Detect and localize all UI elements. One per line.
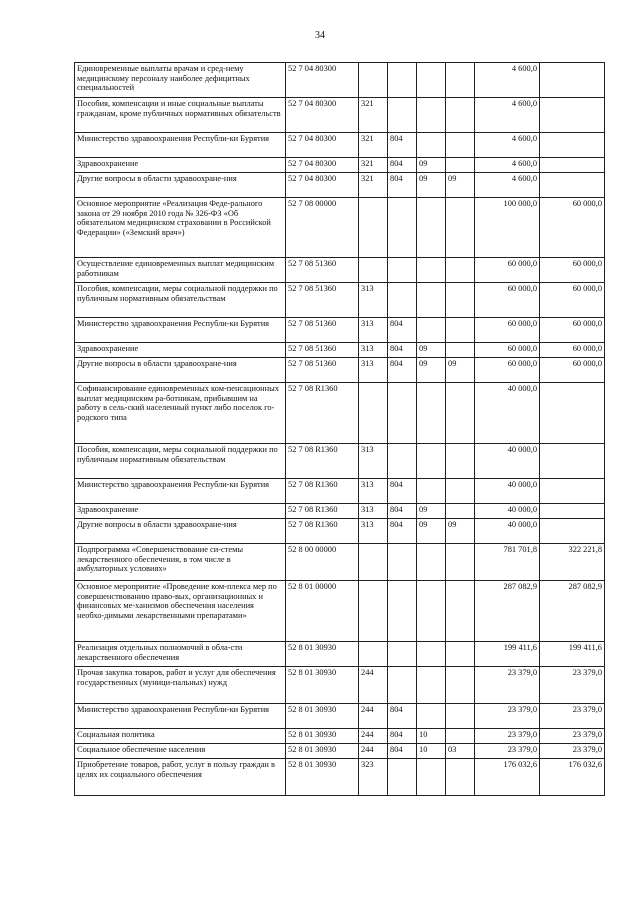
row-subsection-cell [446, 704, 475, 729]
row-expense-type-cell: 244 [359, 704, 388, 729]
row-name-cell: Другие вопросы в области здравоохране-ния [75, 173, 286, 198]
page-number: 34 [315, 30, 325, 41]
row-expense-type-cell: 313 [359, 504, 388, 519]
table-row [75, 258, 605, 283]
row-name-cell: Пособия, компенсации и иные социальные выплаты гражданам, кроме публичных нормативных обязательств [75, 98, 286, 133]
row-section-cell: 09 [417, 173, 446, 198]
row-subsection-cell [446, 383, 475, 444]
row-ministry-cell: 804 [388, 358, 417, 383]
row-subsection-cell [446, 581, 475, 642]
row-amount-year2-cell: 322 221,8 [540, 544, 605, 581]
row-amount-year1-cell: 40 000,0 [475, 504, 540, 519]
row-section-cell [417, 544, 446, 581]
row-ministry-cell [388, 759, 417, 796]
row-name-cell: Министерство здравоохранения Республи-ки Бурятия [75, 318, 286, 343]
row-section-cell [417, 63, 446, 98]
row-amount-year1-cell: 176 032,6 [475, 759, 540, 796]
row-amount-year2-cell: 60 000,0 [540, 198, 605, 258]
table-row [75, 581, 605, 642]
row-ministry-cell: 804 [388, 318, 417, 343]
row-name-cell: Подпрограмма «Совершенствование си-стемы лекарственного обеспечения, в том числе в амбулаторных условиях» [75, 544, 286, 581]
row-name-cell: Основное мероприятие «Реализация Феде-рального закона от 29 ноября 2010 года № 326-ФЗ «Об обязательном медицинском страховании в Российской Федерации» («Земский врач») [75, 198, 286, 258]
row-expense-type-cell [359, 581, 388, 642]
row-subsection-cell [446, 98, 475, 133]
row-expense-type-cell [359, 383, 388, 444]
row-code-cell: 52 8 01 30930 [286, 759, 359, 796]
row-code-cell: 52 7 08 51360 [286, 358, 359, 383]
row-amount-year2-cell [540, 173, 605, 198]
row-code-cell: 52 8 00 00000 [286, 544, 359, 581]
row-name-cell: Осуществление единовременных выплат медицинским работникам [75, 258, 286, 283]
row-expense-type-cell: 313 [359, 479, 388, 504]
row-code-cell: 52 8 01 30930 [286, 642, 359, 667]
table-row [75, 519, 605, 544]
table-row [75, 444, 605, 479]
row-subsection-cell [446, 198, 475, 258]
row-amount-year2-cell: 23 379,0 [540, 667, 605, 704]
row-name-cell: Министерство здравоохранения Республи-ки Бурятия [75, 704, 286, 729]
table-row [75, 98, 605, 133]
row-code-cell: 52 7 04 80300 [286, 98, 359, 133]
row-expense-type-cell: 313 [359, 343, 388, 358]
row-ministry-cell: 804 [388, 504, 417, 519]
row-code-cell: 52 7 04 80300 [286, 133, 359, 158]
row-code-cell: 52 7 08 51360 [286, 318, 359, 343]
table-row [75, 358, 605, 383]
row-amount-year2-cell: 60 000,0 [540, 343, 605, 358]
row-amount-year2-cell: 23 379,0 [540, 704, 605, 729]
row-expense-type-cell [359, 258, 388, 283]
row-subsection-cell: 09 [446, 173, 475, 198]
row-amount-year1-cell: 60 000,0 [475, 258, 540, 283]
table-row [75, 744, 605, 759]
row-amount-year1-cell: 40 000,0 [475, 383, 540, 444]
row-code-cell: 52 8 01 00000 [286, 581, 359, 642]
row-section-cell [417, 581, 446, 642]
row-code-cell: 52 8 01 30930 [286, 704, 359, 729]
row-section-cell [417, 318, 446, 343]
row-amount-year2-cell [540, 133, 605, 158]
row-subsection-cell [446, 343, 475, 358]
row-amount-year1-cell: 60 000,0 [475, 343, 540, 358]
row-code-cell: 52 7 08 51360 [286, 258, 359, 283]
row-amount-year2-cell: 176 032,6 [540, 759, 605, 796]
row-section-cell: 09 [417, 519, 446, 544]
row-code-cell: 52 7 08 00000 [286, 198, 359, 258]
row-name-cell: Министерство здравоохранения Республи-ки Бурятия [75, 479, 286, 504]
row-code-cell: 52 7 08 R1360 [286, 383, 359, 444]
row-amount-year1-cell: 4 600,0 [475, 98, 540, 133]
row-name-cell: Социальное обеспечение населения [75, 744, 286, 759]
row-ministry-cell [388, 642, 417, 667]
row-expense-type-cell: 321 [359, 133, 388, 158]
row-code-cell: 52 7 04 80300 [286, 173, 359, 198]
row-ministry-cell [388, 63, 417, 98]
table-row [75, 318, 605, 343]
row-section-cell [417, 642, 446, 667]
row-subsection-cell [446, 729, 475, 744]
row-subsection-cell [446, 283, 475, 318]
row-subsection-cell: 09 [446, 358, 475, 383]
row-amount-year2-cell: 60 000,0 [540, 258, 605, 283]
row-expense-type-cell: 313 [359, 444, 388, 479]
row-ministry-cell [388, 383, 417, 444]
row-subsection-cell [446, 133, 475, 158]
row-subsection-cell [446, 444, 475, 479]
row-section-cell [417, 479, 446, 504]
table-row [75, 504, 605, 519]
row-subsection-cell [446, 759, 475, 796]
row-code-cell: 52 7 08 R1360 [286, 444, 359, 479]
row-section-cell [417, 383, 446, 444]
row-amount-year2-cell: 60 000,0 [540, 358, 605, 383]
row-name-cell: Прочая закупка товаров, работ и услуг для обеспечения государственных (муници-пальных) нужд [75, 667, 286, 704]
table-row [75, 704, 605, 729]
row-ministry-cell [388, 98, 417, 133]
row-expense-type-cell: 321 [359, 158, 388, 173]
table-row [75, 198, 605, 258]
row-ministry-cell: 804 [388, 173, 417, 198]
row-subsection-cell [446, 667, 475, 704]
row-section-cell [417, 444, 446, 479]
row-amount-year1-cell: 40 000,0 [475, 519, 540, 544]
row-ministry-cell [388, 198, 417, 258]
row-amount-year1-cell: 60 000,0 [475, 283, 540, 318]
row-ministry-cell [388, 258, 417, 283]
row-expense-type-cell: 321 [359, 173, 388, 198]
row-subsection-cell [446, 544, 475, 581]
row-subsection-cell [446, 158, 475, 173]
row-amount-year2-cell: 60 000,0 [540, 283, 605, 318]
row-amount-year2-cell: 60 000,0 [540, 318, 605, 343]
row-expense-type-cell: 323 [359, 759, 388, 796]
row-expense-type-cell: 244 [359, 744, 388, 759]
row-section-cell [417, 283, 446, 318]
row-amount-year1-cell: 4 600,0 [475, 173, 540, 198]
row-amount-year2-cell [540, 444, 605, 479]
row-amount-year1-cell: 23 379,0 [475, 729, 540, 744]
row-amount-year1-cell: 60 000,0 [475, 318, 540, 343]
row-ministry-cell [388, 544, 417, 581]
table-row [75, 63, 605, 98]
row-amount-year1-cell: 4 600,0 [475, 133, 540, 158]
row-amount-year1-cell: 4 600,0 [475, 63, 540, 98]
row-name-cell: Реализация отдельных полномочий в обла-сти лекарственного обеспечения [75, 642, 286, 667]
table-row [75, 383, 605, 444]
row-name-cell: Другие вопросы в области здравоохране-ния [75, 358, 286, 383]
table-row [75, 343, 605, 358]
row-ministry-cell: 804 [388, 479, 417, 504]
row-amount-year1-cell: 60 000,0 [475, 358, 540, 383]
row-section-cell: 10 [417, 744, 446, 759]
table-row [75, 642, 605, 667]
row-ministry-cell [388, 581, 417, 642]
row-expense-type-cell: 313 [359, 283, 388, 318]
row-subsection-cell: 03 [446, 744, 475, 759]
row-amount-year1-cell: 4 600,0 [475, 158, 540, 173]
row-ministry-cell: 804 [388, 133, 417, 158]
row-amount-year2-cell [540, 98, 605, 133]
row-amount-year2-cell [540, 63, 605, 98]
row-name-cell: Здравоохранение [75, 158, 286, 173]
row-expense-type-cell: 313 [359, 318, 388, 343]
row-subsection-cell [446, 504, 475, 519]
row-code-cell: 52 7 04 80300 [286, 158, 359, 173]
row-amount-year1-cell: 287 082,9 [475, 581, 540, 642]
row-ministry-cell: 804 [388, 744, 417, 759]
row-name-cell: Пособия, компенсации, меры социальной поддержки по публичным нормативным обязательствам [75, 283, 286, 318]
row-name-cell: Единовременные выплаты врачам и сред-нему медицинскому персоналу наиболее дефицитных специальностей [75, 63, 286, 98]
row-code-cell: 52 8 01 30930 [286, 744, 359, 759]
row-amount-year2-cell: 23 379,0 [540, 729, 605, 744]
row-expense-type-cell: 321 [359, 98, 388, 133]
row-amount-year2-cell [540, 504, 605, 519]
row-subsection-cell [446, 318, 475, 343]
row-code-cell: 52 7 08 51360 [286, 343, 359, 358]
row-section-cell: 09 [417, 504, 446, 519]
row-expense-type-cell: 244 [359, 667, 388, 704]
row-subsection-cell [446, 258, 475, 283]
row-amount-year2-cell: 287 082,9 [540, 581, 605, 642]
row-section-cell [417, 98, 446, 133]
row-name-cell: Основное мероприятие «Проведение ком-плекса мер по совершенствованию право-вых, организационных и финансовых ме-ханизмов обеспечения населения необхо-димыми лекарственными препаратами» [75, 581, 286, 642]
row-name-cell: Софинансирование единовременных ком-пенсационных выплат медицинским ра-ботникам, прибывшим на работу в сель-ский населенный пункт либо поселок го-родского типа [75, 383, 286, 444]
row-ministry-cell: 804 [388, 519, 417, 544]
table-row [75, 759, 605, 796]
budget-table [74, 62, 605, 796]
row-amount-year2-cell [540, 158, 605, 173]
row-amount-year2-cell [540, 383, 605, 444]
row-amount-year1-cell: 781 701,8 [475, 544, 540, 581]
row-section-cell [417, 704, 446, 729]
row-ministry-cell: 804 [388, 729, 417, 744]
row-amount-year1-cell: 23 379,0 [475, 704, 540, 729]
row-amount-year1-cell: 199 411,6 [475, 642, 540, 667]
table-row [75, 283, 605, 318]
row-name-cell: Здравоохранение [75, 504, 286, 519]
row-amount-year2-cell: 199 411,6 [540, 642, 605, 667]
row-expense-type-cell: 313 [359, 519, 388, 544]
row-subsection-cell: 09 [446, 519, 475, 544]
row-expense-type-cell: 313 [359, 358, 388, 383]
row-section-cell: 09 [417, 343, 446, 358]
table-row [75, 479, 605, 504]
budget-table-body [75, 63, 605, 796]
row-expense-type-cell [359, 544, 388, 581]
row-section-cell [417, 759, 446, 796]
row-ministry-cell [388, 444, 417, 479]
row-code-cell: 52 7 04 80300 [286, 63, 359, 98]
row-section-cell: 09 [417, 358, 446, 383]
table-row [75, 133, 605, 158]
row-expense-type-cell [359, 63, 388, 98]
row-expense-type-cell [359, 198, 388, 258]
row-section-cell [417, 198, 446, 258]
row-ministry-cell [388, 283, 417, 318]
row-name-cell: Здравоохранение [75, 343, 286, 358]
row-ministry-cell: 804 [388, 343, 417, 358]
row-code-cell: 52 8 01 30930 [286, 667, 359, 704]
row-name-cell: Пособия, компенсации, меры социальной поддержки по публичным нормативным обязательствам [75, 444, 286, 479]
row-section-cell: 09 [417, 158, 446, 173]
row-subsection-cell [446, 479, 475, 504]
row-code-cell: 52 7 08 R1360 [286, 479, 359, 504]
row-section-cell [417, 258, 446, 283]
row-amount-year1-cell: 23 379,0 [475, 744, 540, 759]
row-amount-year2-cell [540, 519, 605, 544]
row-name-cell: Приобретение товаров, работ, услуг в пользу граждан в целях их социального обеспечения [75, 759, 286, 796]
row-expense-type-cell: 244 [359, 729, 388, 744]
row-ministry-cell [388, 667, 417, 704]
row-amount-year2-cell [540, 479, 605, 504]
row-ministry-cell: 804 [388, 158, 417, 173]
row-amount-year1-cell: 40 000,0 [475, 479, 540, 504]
table-row [75, 158, 605, 173]
row-amount-year1-cell: 23 379,0 [475, 667, 540, 704]
row-amount-year2-cell: 23 379,0 [540, 744, 605, 759]
row-code-cell: 52 7 08 R1360 [286, 504, 359, 519]
row-section-cell: 10 [417, 729, 446, 744]
row-section-cell [417, 133, 446, 158]
row-code-cell: 52 7 08 R1360 [286, 519, 359, 544]
table-row [75, 544, 605, 581]
row-name-cell: Другие вопросы в области здравоохране-ния [75, 519, 286, 544]
row-name-cell: Социальная политика [75, 729, 286, 744]
row-amount-year1-cell: 100 000,0 [475, 198, 540, 258]
row-ministry-cell: 804 [388, 704, 417, 729]
table-row [75, 729, 605, 744]
row-expense-type-cell [359, 642, 388, 667]
row-section-cell [417, 667, 446, 704]
row-amount-year1-cell: 40 000,0 [475, 444, 540, 479]
row-subsection-cell [446, 63, 475, 98]
row-name-cell: Министерство здравоохранения Республи-ки Бурятия [75, 133, 286, 158]
row-code-cell: 52 7 08 51360 [286, 283, 359, 318]
table-row [75, 173, 605, 198]
row-subsection-cell [446, 642, 475, 667]
table-row [75, 667, 605, 704]
row-code-cell: 52 8 01 30930 [286, 729, 359, 744]
